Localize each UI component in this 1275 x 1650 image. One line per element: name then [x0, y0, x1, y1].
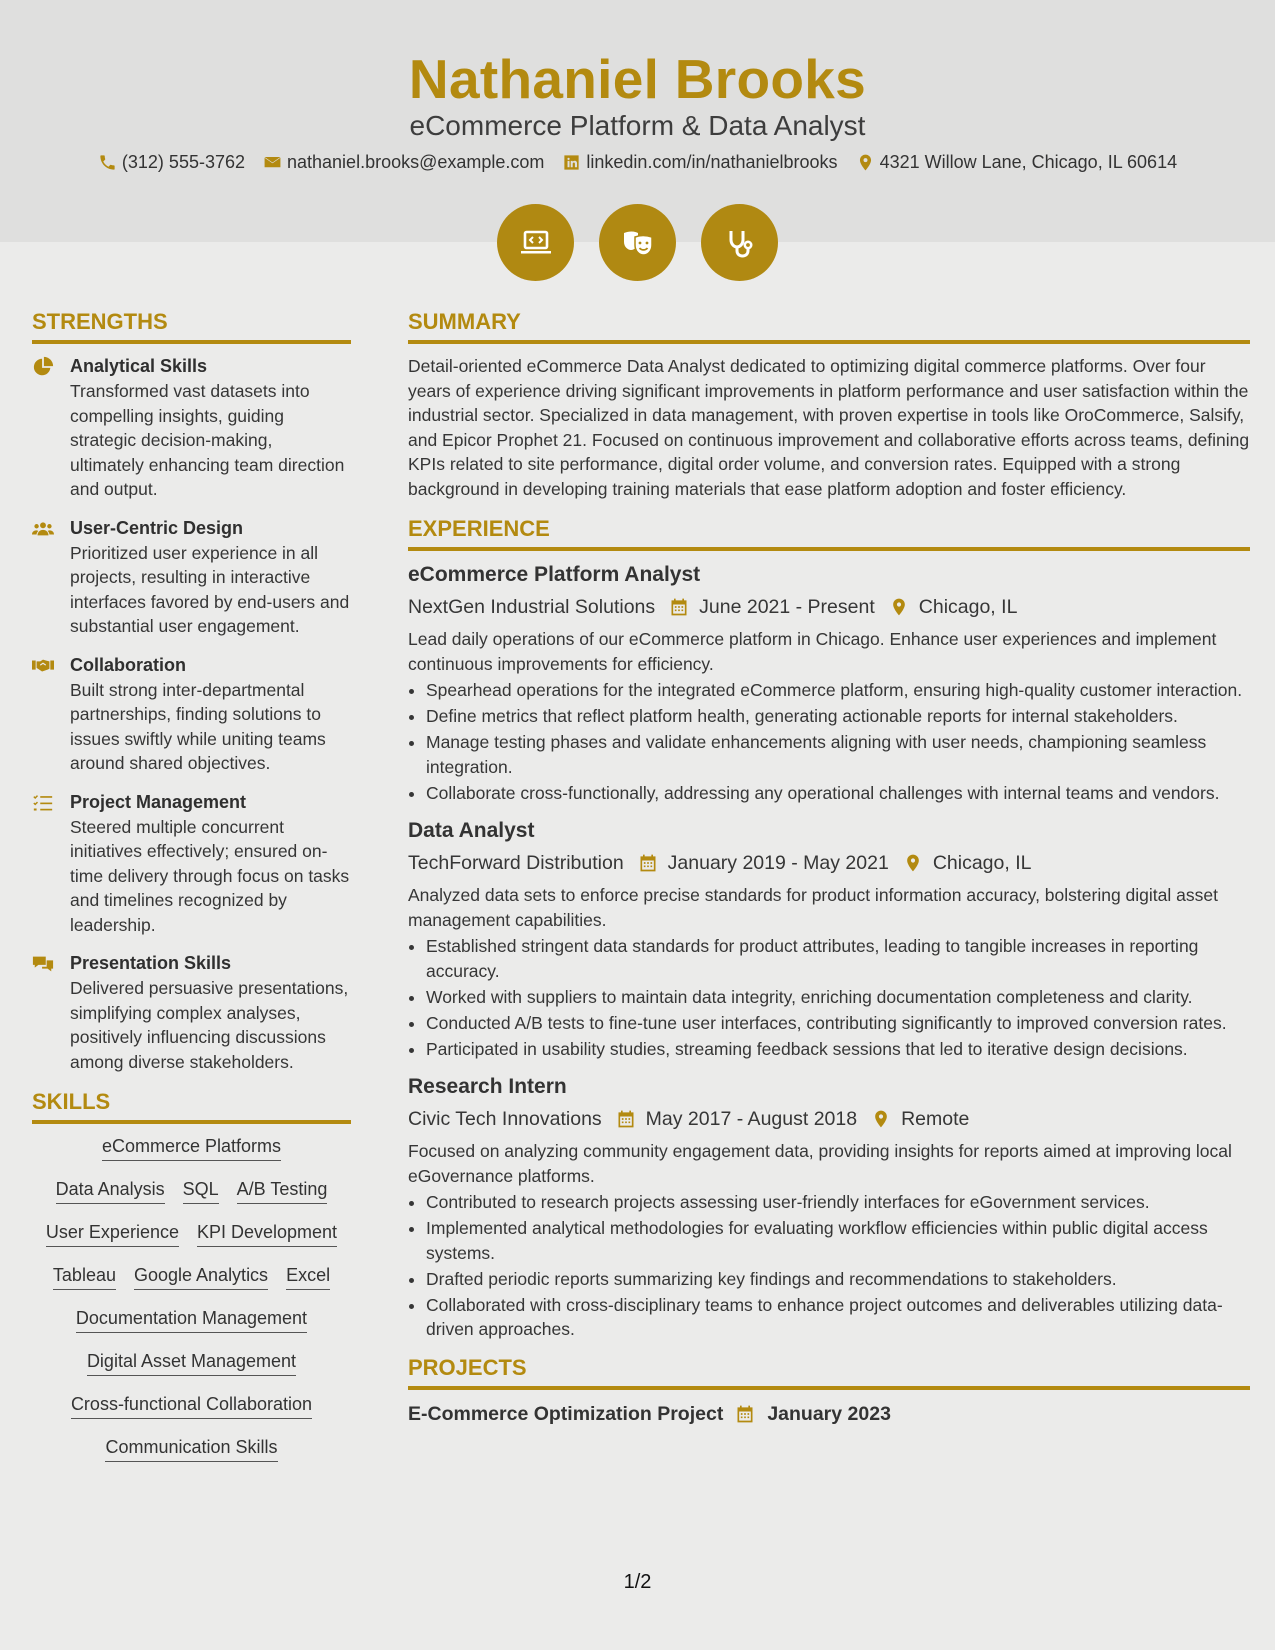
job-company: NextGen Industrial Solutions — [408, 596, 656, 618]
skill-row — [32, 1349, 351, 1376]
skill-tag: Digital Asset Management — [87, 1349, 296, 1376]
job-location: Chicago, IL — [932, 852, 1032, 874]
skill-tag: User Experience — [46, 1220, 179, 1247]
bullet-item: • Conducted A/B tests to fine-tune user interfaces, contributing significantly to improved conversion rates. — [426, 1011, 1250, 1036]
job-company: Civic Tech Innovations — [408, 1108, 602, 1130]
bullet-item: • Collaborated with cross-disciplinary teams to enhance project outcomes and deliverables utilizing data-driven approaches. — [426, 1293, 1250, 1342]
bullet-item: • Manage testing phases and validate enhancements aligning with user needs, championing seamless integration. — [426, 730, 1250, 779]
skill-row — [32, 1306, 351, 1333]
summary-heading: SUMMARY — [408, 308, 1250, 344]
address-text: 4321 Willow Lane, Chicago, IL 60614 — [879, 152, 1178, 172]
skill-tag: Data Analysis — [56, 1177, 165, 1204]
bullet-item: • Implemented analytical methodologies for evaluating workflow efficiencies within public digital access systems. — [426, 1216, 1250, 1265]
contact-email[interactable] — [263, 152, 544, 173]
task-list-icon — [32, 792, 54, 814]
linkedin-icon — [562, 153, 581, 172]
job-dates: January 2019 - May 2021 — [667, 852, 889, 874]
skill-tag: Communication Skills — [105, 1435, 277, 1462]
job-entry — [408, 1073, 1250, 1342]
skill-row — [32, 1177, 351, 1204]
phone-text: (312) 555-3762 — [121, 152, 245, 172]
skill-tag: A/B Testing — [237, 1177, 328, 1204]
job-meta — [408, 1105, 1250, 1133]
contact-bar — [0, 152, 1275, 173]
skill-tag: KPI Development — [197, 1220, 337, 1247]
skill-tag: Excel — [286, 1263, 330, 1290]
job-dates: May 2017 - August 2018 — [645, 1108, 858, 1130]
contact-phone[interactable] — [98, 152, 245, 173]
skill-row — [32, 1220, 351, 1247]
bullet-item: • Collaborate cross-functionally, addressing any operational challenges with internal teams and vendors. — [426, 781, 1250, 806]
interest-circle — [701, 204, 778, 281]
right-column — [408, 308, 1250, 1428]
left-column — [32, 308, 351, 1478]
job-title: Research Intern — [408, 1075, 567, 1098]
job-dates: June 2021 - Present — [699, 596, 875, 618]
job-bullets — [408, 678, 1250, 805]
skill-row — [32, 1435, 351, 1462]
handshake-icon — [32, 655, 54, 677]
map-pin-icon — [889, 597, 909, 617]
envelope-icon — [263, 153, 282, 172]
skill-row — [32, 1263, 351, 1290]
projects-heading: PROJECTS — [408, 1354, 1250, 1390]
strength-title: Project Management — [70, 791, 247, 812]
map-pin-icon — [903, 853, 923, 873]
job-description: Focused on analyzing community engagement data, providing insights for reports aimed at improving local eGovernance platforms. — [408, 1141, 1232, 1186]
job-description: Lead daily operations of our eCommerce platform in Chicago. Enhance user experiences and implement continuous improvements for efficiency. — [408, 629, 1217, 674]
job-meta — [408, 849, 1250, 877]
strength-item — [32, 951, 351, 1074]
candidate-title: eCommerce Platform & Data Analyst — [409, 110, 866, 141]
job-title: Data Analyst — [408, 819, 535, 842]
calendar-icon — [616, 1109, 636, 1129]
bullet-item: • Worked with suppliers to maintain data integrity, enriching documentation completeness and clarity. — [426, 985, 1250, 1010]
strength-title: Collaboration — [70, 654, 186, 675]
skill-tag: Documentation Management — [76, 1306, 307, 1333]
job-entry — [408, 561, 1250, 805]
strength-title: Analytical Skills — [70, 356, 208, 376]
bullet-item: • Spearhead operations for the integrated eCommerce platform, ensuring high-quality customer interaction. — [426, 678, 1250, 703]
skill-tag: Google Analytics — [134, 1263, 268, 1290]
strength-item — [32, 516, 351, 639]
job-bullets — [408, 934, 1250, 1061]
job-description: Analyzed data sets to enforce precise standards for product information accuracy, bolstering digital asset management capabilities. — [408, 885, 1218, 930]
email-text: nathaniel.brooks@example.com — [287, 152, 545, 172]
interest-circle — [497, 204, 574, 281]
strength-description: Built strong inter-departmental partnerships, finding solutions to issues swiftly while uniting teams around shared objectives. — [70, 679, 326, 773]
job-bullets — [408, 1190, 1250, 1342]
bullet-item: • Established stringent data standards for product attributes, leading to tangible increases in reporting accuracy. — [426, 934, 1250, 983]
summary-text: Detail-oriented eCommerce Data Analyst dedicated to optimizing digital commerce platforms. Over four years of experience driving significant improvements in platform performance and user satisfaction within the industrial sector. Specialized in data management, with proven expertise in tools like OroCommerce, Salsify, and Epicor Prophet 21. Focused on continuous improvement and collaborative efforts across teams, defining KPIs related to site performance, digital order volume, and conversion rates. Equipped with a strong background in developing training materials that ease platform adoption and foster efficiency. — [408, 356, 1250, 499]
calendar-icon — [735, 1404, 755, 1424]
interest-icons — [0, 204, 1275, 281]
job-meta — [408, 593, 1250, 621]
project-item — [408, 1400, 1250, 1428]
contact-address — [856, 152, 1178, 173]
job-location: Remote — [901, 1108, 970, 1130]
interest-circle — [599, 204, 676, 281]
users-icon — [32, 518, 54, 540]
strength-item — [32, 653, 351, 776]
skills-list — [32, 1134, 351, 1462]
strength-description: Prioritized user experience in all projects, resulting in interactive interfaces favored by end-users and substantial user engagement. — [70, 542, 350, 636]
job-company: TechForward Distribution — [408, 852, 624, 874]
strength-title: Presentation Skills — [70, 953, 232, 973]
map-pin-icon — [871, 1109, 891, 1129]
strength-description: Steered multiple concurrent initiatives effectively; ensured on-time delivery through focus on tasks and timelines recognized by leadership. — [70, 816, 350, 935]
skill-row — [32, 1134, 351, 1161]
page-number: 1/2 — [623, 1571, 652, 1593]
job-title: eCommerce Platform Analyst — [408, 563, 701, 586]
bullet-item: • Contributed to research projects assessing user-friendly interfaces for eGovernment services. — [426, 1190, 1250, 1215]
pie-chart-icon — [32, 356, 54, 378]
map-pin-icon — [856, 153, 875, 172]
theater-masks-icon — [618, 223, 658, 263]
strength-description: Delivered persuasive presentations, simplifying complex analyses, positively influencing discussions among diverse stakeholders. — [70, 978, 349, 1072]
strength-description: Transformed vast datasets into compelling insights, guiding strategic decision-making, ultimately enhancing team direction and output. — [70, 381, 345, 499]
skill-tag: Cross-functional Collaboration — [71, 1392, 312, 1419]
strength-item — [32, 354, 351, 502]
job-entry — [408, 817, 1250, 1061]
strength-item — [32, 790, 351, 938]
strengths-heading: STRENGTHS — [32, 308, 351, 344]
bullet-item: • Participated in usability studies, streaming feedback sessions that led to iterative design decisions. — [426, 1037, 1250, 1062]
project-date: January 2023 — [767, 1402, 891, 1425]
candidate-name: Nathaniel Brooks — [408, 48, 867, 110]
bullet-item: • Drafted periodic reports summarizing key findings and recommendations to stakeholders. — [426, 1267, 1250, 1292]
linkedin-text: linkedin.com/in/nathanielbrooks — [586, 152, 838, 172]
phone-icon — [98, 153, 117, 172]
project-title: E-Commerce Optimization Project — [408, 1402, 724, 1425]
laptop-code-icon — [516, 223, 556, 263]
stethoscope-icon — [720, 223, 760, 263]
bullet-item: • Define metrics that reflect platform health, generating actionable reports for internal stakeholders. — [426, 704, 1250, 729]
contact-linkedin[interactable] — [562, 152, 837, 173]
skills-heading: SKILLS — [32, 1088, 351, 1124]
skill-tag: Tableau — [53, 1263, 116, 1290]
skill-tag: SQL — [183, 1177, 219, 1204]
job-location: Chicago, IL — [918, 596, 1018, 618]
skill-row — [32, 1392, 351, 1419]
comments-icon — [32, 953, 54, 975]
calendar-icon — [669, 597, 689, 617]
skill-tag: eCommerce Platforms — [102, 1134, 281, 1161]
strength-title: User-Centric Design — [70, 517, 244, 538]
experience-heading: EXPERIENCE — [408, 515, 1250, 551]
calendar-icon — [638, 853, 658, 873]
